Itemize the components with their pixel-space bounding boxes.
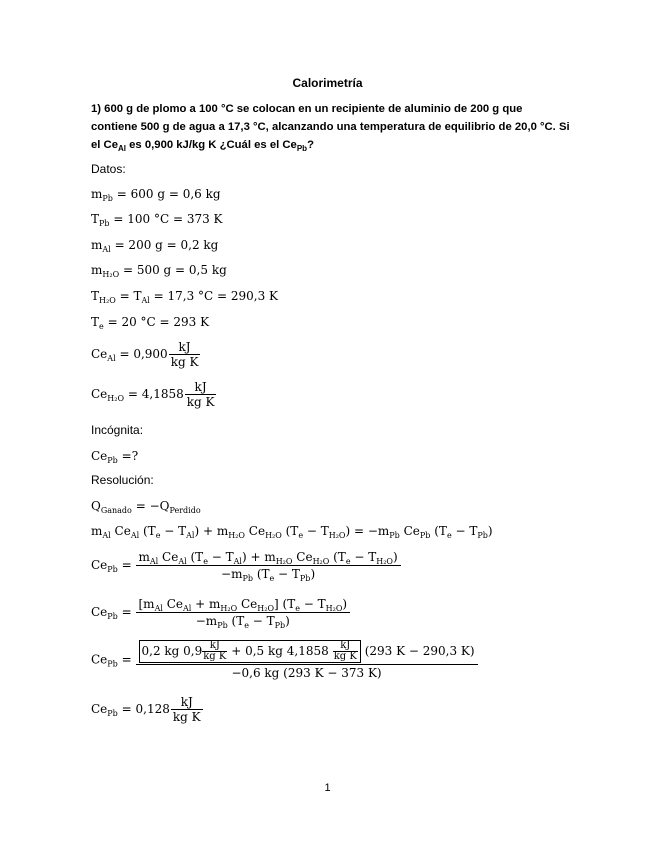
incognita-value: $Ce_{Pb}$ =?: [91, 449, 139, 465]
dato-ce-al: $Ce_{Al} = 0,900$ $\frac{kJ}{\text{kg K}}$: [91, 340, 199, 369]
equation-cepb-2: $Ce_{Pb}$ = $\frac{[m_{Al} Ce_{Al} + m_{H_2O} Ce_{H_2O}] (T_e - T_{H_2O})}{-m_{Pb} (T_e - T_{Pb})}$: [91, 597, 350, 628]
dato-m-pb: $m_{Pb} = 600$ g = 0,6 kg: [91, 187, 221, 203]
equation-result: $Ce_{Pb} = 0,128$ $\frac{kJ}{\text{kg K}}$: [91, 695, 201, 724]
equation-q: $Q_{Ganado} = -Q_{Perdido}$: [91, 499, 201, 515]
page-number: 1: [324, 782, 331, 794]
incognita-label: Incógnita:: [91, 423, 144, 437]
unit-fraction: $\frac{kJ}{\text{kg K}}$: [170, 340, 199, 369]
unit-fraction: $\frac{kJ}{\text{kg K}}$: [172, 695, 201, 724]
equation-cepb-3: $Ce_{Pb}$ = 0,2 kg 0,9 $\frac{kJ}{\text{kg K}}$ + 0,5 kg 4,1858 $\frac{kJ}{\text{kg K}}$ (293 K − 290,3 K) −0,6 kg (293 K − 373 K): [91, 640, 478, 680]
resolucion-label: Resolución:: [91, 473, 154, 487]
problem-statement: 1) 600 g de plomo a 100 °C se colocan en un recipiente de aluminio de 200 g que contiene 500 g de agua a 17,3 °C, alcanzando una temperatura de equilibrio de 20,0 °C. Si el $Ce_{Al}$ es 0,900 kJ/kg K ¿Cuál es el $Ce_{Pb}$?: [91, 103, 570, 153]
dato-m-h2o: $m_{H_2O} = 500$ g = 0,5 kg: [91, 263, 227, 279]
equation-balance: $m_{Al}$ $Ce_{Al}$ $(T_e - T_{Al}) + m_{H_2O}$ $Ce_{H_2O}$ $(T_e - T_{H_2O}) = -m_{Pb}$ $Ce_{Pb}$ $(T_e - T_{Pb})$: [91, 524, 493, 540]
dato-m-al: $m_{Al} = 200$ g = 0,2 kg: [91, 238, 219, 254]
page-title: Calorimetría: [292, 76, 363, 90]
dato-t-h2o-al: $T_{H_2O} = T_{Al} = 17,3$ °C = 290,3 K: [91, 289, 279, 305]
dato-t-pb: $T_{Pb} = 100$ °C = 373 K: [91, 212, 223, 228]
dato-ce-h2o: $Ce_{H_2O} = 4,1858$ $\frac{kJ}{\text{kg K}}$: [91, 380, 215, 409]
unit-fraction: $\frac{kJ}{\text{kg K}}$: [186, 380, 215, 409]
datos-label: Datos:: [91, 162, 126, 176]
equation-cepb-1: $Ce_{Pb}$ = $\frac{m_{Al} Ce_{Al} (T_e - T_{Al}) + m_{H_2O} Ce_{H_2O} (T_e - T_{H_2O})}{-m_{Pb} (T_e - T_{Pb})}$: [91, 550, 401, 581]
dato-t-e: $T_e = 20$ °C = 293 K: [91, 315, 210, 331]
